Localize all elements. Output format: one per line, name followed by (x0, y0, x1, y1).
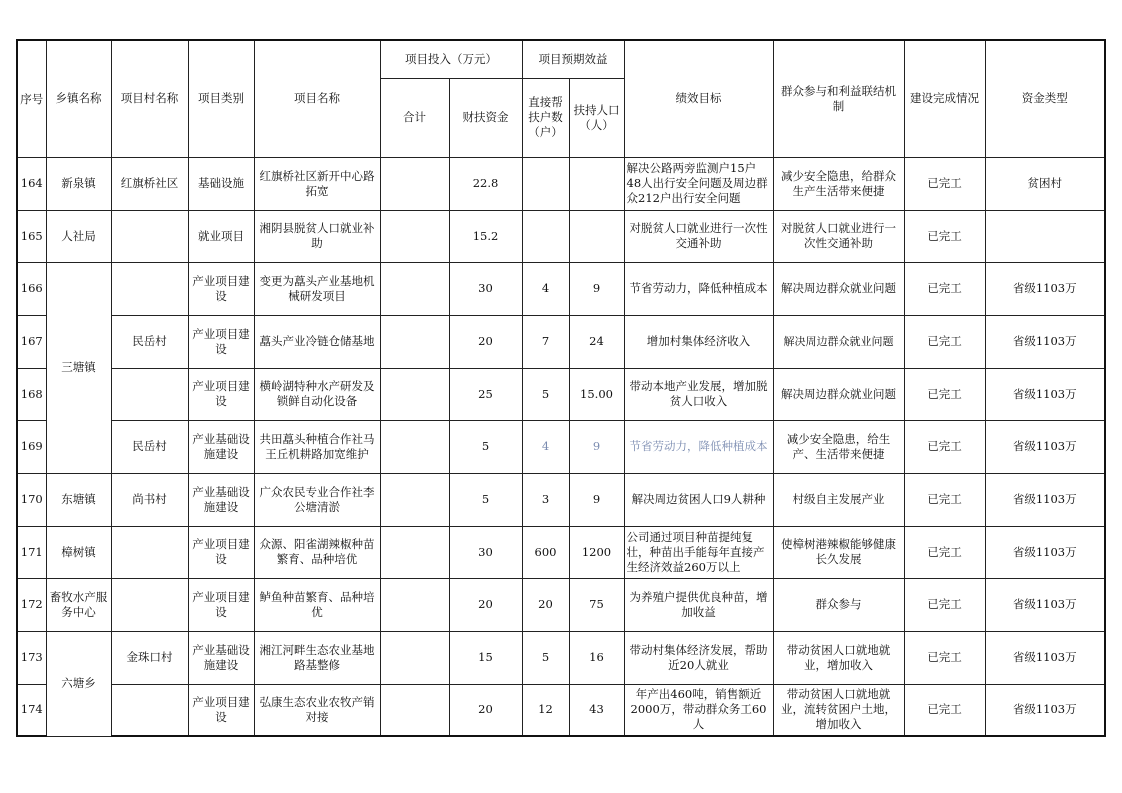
total-cell (380, 157, 449, 210)
total-cell (380, 368, 449, 420)
town-cell: 三塘镇 (46, 262, 111, 473)
project-name-cell: 弘康生态农业农牧产销对接 (254, 684, 380, 736)
fiscal-cell: 20 (449, 684, 522, 736)
fund-type-cell: 省级1103万 (985, 631, 1105, 684)
total-cell (380, 578, 449, 631)
people-cell: 9 (569, 420, 624, 473)
fiscal-cell: 5 (449, 473, 522, 526)
people-cell: 43 (569, 684, 624, 736)
status-cell: 已完工 (904, 631, 985, 684)
mechanism-cell: 带动贫困人口就地就业，流转贫困户土地，增加收入 (773, 684, 904, 736)
status-cell: 已完工 (904, 526, 985, 578)
fund-type-cell: 省级1103万 (985, 473, 1105, 526)
seq-cell: 173 (17, 631, 46, 684)
table-row (17, 631, 1105, 684)
project-name-cell: 横岭湖特种水产研发及锁鲜自动化设备 (254, 368, 380, 420)
households-cell: 3 (522, 473, 569, 526)
households-cell: 20 (522, 578, 569, 631)
seq-cell: 170 (17, 473, 46, 526)
mechanism-cell: 解决周边群众就业问题 (773, 315, 904, 368)
table-row (17, 210, 1105, 262)
town-cell: 人社局 (46, 210, 111, 262)
fiscal-cell: 30 (449, 526, 522, 578)
households-cell: 600 (522, 526, 569, 578)
people-cell: 9 (569, 473, 624, 526)
performance-cell: 为养殖户提供优良种苗，增加收益 (624, 578, 773, 631)
town-cell: 畜牧水产服务中心 (46, 578, 111, 631)
fund-type-cell: 省级1103万 (985, 262, 1105, 315)
mechanism-cell: 减少安全隐患，给群众生产生活带来便捷 (773, 157, 904, 210)
performance-cell: 公司通过项目种苗提纯复壮，种苗出手能每年直接产生经济效益260万以上 (624, 526, 773, 578)
table-row (17, 526, 1105, 578)
project-name-cell: 红旗桥社区新开中心路拓宽 (254, 157, 380, 210)
category-cell: 产业项目建设 (188, 526, 254, 578)
category-cell: 产业项目建设 (188, 315, 254, 368)
village-cell: 红旗桥社区 (111, 157, 188, 210)
header-invest-fiscal: 财扶资金 (449, 78, 522, 157)
seq-cell: 171 (17, 526, 46, 578)
performance-cell: 节省劳动力，降低种植成本 (624, 262, 773, 315)
status-cell: 已完工 (904, 157, 985, 210)
total-cell (380, 420, 449, 473)
people-cell: 9 (569, 262, 624, 315)
mechanism-cell: 解决周边群众就业问题 (773, 368, 904, 420)
fund-type-cell: 省级1103万 (985, 684, 1105, 736)
header-category: 项目类别 (188, 40, 254, 157)
village-cell (111, 262, 188, 315)
header-village: 项目村名称 (111, 40, 188, 157)
fund-type-cell: 省级1103万 (985, 420, 1105, 473)
people-cell: 16 (569, 631, 624, 684)
table-row (17, 315, 1105, 368)
fiscal-cell: 15 (449, 631, 522, 684)
performance-cell: 解决公路两旁监测户15户48人出行安全问题及周边群众212户出行安全问题 (624, 157, 773, 210)
mechanism-cell: 减少安全隐患，给生产、生活带来便捷 (773, 420, 904, 473)
mechanism-cell: 使樟树港辣椒能够健康长久发展 (773, 526, 904, 578)
header-status: 建设完成情况 (904, 40, 985, 157)
seq-cell: 168 (17, 368, 46, 420)
fund-type-cell: 省级1103万 (985, 368, 1105, 420)
status-cell: 已完工 (904, 368, 985, 420)
people-cell: 24 (569, 315, 624, 368)
table-row (17, 578, 1105, 631)
project-name-cell: 众源、阳雀湖辣椒种苗繁育、品种培优 (254, 526, 380, 578)
project-name-cell: 鲈鱼种苗繁育、品种培优 (254, 578, 380, 631)
project-table (16, 39, 1106, 737)
households-cell (522, 157, 569, 210)
village-cell (111, 684, 188, 736)
status-cell: 已完工 (904, 210, 985, 262)
total-cell (380, 684, 449, 736)
performance-cell: 对脱贫人口就业进行一次性交通补助 (624, 210, 773, 262)
status-cell: 已完工 (904, 315, 985, 368)
status-cell: 已完工 (904, 420, 985, 473)
fiscal-cell: 20 (449, 315, 522, 368)
households-cell: 5 (522, 631, 569, 684)
header-project-name: 项目名称 (254, 40, 380, 157)
seq-cell: 174 (17, 684, 46, 736)
households-cell: 4 (522, 262, 569, 315)
households-cell: 5 (522, 368, 569, 420)
seq-cell: 167 (17, 315, 46, 368)
status-cell: 已完工 (904, 262, 985, 315)
table-row (17, 473, 1105, 526)
fiscal-cell: 25 (449, 368, 522, 420)
header-fund-type: 资金类型 (985, 40, 1105, 157)
town-cell: 新泉镇 (46, 157, 111, 210)
village-cell (111, 368, 188, 420)
category-cell: 产业项目建设 (188, 578, 254, 631)
total-cell (380, 315, 449, 368)
mechanism-cell: 村级自主发展产业 (773, 473, 904, 526)
mechanism-cell: 对脱贫人口就业进行一次性交通补助 (773, 210, 904, 262)
header-benefit-people: 扶持人口（人） (569, 78, 624, 157)
status-cell: 已完工 (904, 684, 985, 736)
performance-cell: 节省劳动力，降低种植成本 (624, 420, 773, 473)
header-performance: 绩效目标 (624, 40, 773, 157)
category-cell: 产业基础设施建设 (188, 631, 254, 684)
town-cell: 东塘镇 (46, 473, 111, 526)
households-cell: 4 (522, 420, 569, 473)
category-cell: 产业基础设施建设 (188, 420, 254, 473)
total-cell (380, 631, 449, 684)
header-invest-total: 合计 (380, 78, 449, 157)
village-cell (111, 210, 188, 262)
fiscal-cell: 5 (449, 420, 522, 473)
header-benefit: 项目预期效益 (522, 40, 624, 78)
performance-cell: 带动本地产业发展，增加脱贫人口收入 (624, 368, 773, 420)
performance-cell: 解决周边贫困人口9人耕种 (624, 473, 773, 526)
mechanism-cell: 群众参与 (773, 578, 904, 631)
mechanism-cell: 带动贫困人口就地就业，增加收入 (773, 631, 904, 684)
total-cell (380, 210, 449, 262)
village-cell: 民岳村 (111, 315, 188, 368)
performance-cell: 年产出460吨，销售额近2000万，带动群众务工60人 (624, 684, 773, 736)
people-cell (569, 210, 624, 262)
fund-type-cell: 省级1103万 (985, 578, 1105, 631)
category-cell: 产业项目建设 (188, 262, 254, 315)
village-cell (111, 526, 188, 578)
category-cell: 产业基础设施建设 (188, 473, 254, 526)
fiscal-cell: 15.2 (449, 210, 522, 262)
header-mechanism: 群众参与和利益联结机制 (773, 40, 904, 157)
total-cell (380, 473, 449, 526)
people-cell: 15.00 (569, 368, 624, 420)
project-name-cell: 湘江河畔生态农业基地路基整修 (254, 631, 380, 684)
fiscal-cell: 22.8 (449, 157, 522, 210)
people-cell: 1200 (569, 526, 624, 578)
fund-type-cell: 省级1103万 (985, 526, 1105, 578)
people-cell (569, 157, 624, 210)
project-name-cell: 藠头产业冷链仓储基地 (254, 315, 380, 368)
town-cell: 六塘乡 (46, 631, 111, 736)
village-cell: 民岳村 (111, 420, 188, 473)
table-row (17, 368, 1105, 420)
table-row (17, 157, 1105, 210)
households-cell: 12 (522, 684, 569, 736)
fund-type-cell: 省级1103万 (985, 315, 1105, 368)
header-town: 乡镇名称 (46, 40, 111, 157)
seq-cell: 172 (17, 578, 46, 631)
status-cell: 已完工 (904, 578, 985, 631)
header-seq: 序号 (17, 40, 46, 157)
header-investment: 项目投入（万元） (380, 40, 522, 78)
status-cell: 已完工 (904, 473, 985, 526)
category-cell: 产业项目建设 (188, 684, 254, 736)
seq-cell: 169 (17, 420, 46, 473)
fund-type-cell: 贫困村 (985, 157, 1105, 210)
households-cell: 7 (522, 315, 569, 368)
total-cell (380, 262, 449, 315)
project-name-cell: 广众农民专业合作社李公塘清淤 (254, 473, 380, 526)
households-cell (522, 210, 569, 262)
town-cell: 樟树镇 (46, 526, 111, 578)
project-name-cell: 湘阴县脱贫人口就业补助 (254, 210, 380, 262)
table-row (17, 262, 1105, 315)
table-row (17, 684, 1105, 736)
project-name-cell: 共田藠头种植合作社马王丘机耕路加宽维护 (254, 420, 380, 473)
performance-cell: 带动村集体经济发展，帮助近20人就业 (624, 631, 773, 684)
seq-cell: 164 (17, 157, 46, 210)
table-row (17, 420, 1105, 473)
performance-cell: 增加村集体经济收入 (624, 315, 773, 368)
project-name-cell: 变更为藠头产业基地机械研发项目 (254, 262, 380, 315)
people-cell: 75 (569, 578, 624, 631)
village-cell: 金珠口村 (111, 631, 188, 684)
fiscal-cell: 30 (449, 262, 522, 315)
header-benefit-households: 直接帮扶户数（户） (522, 78, 569, 157)
village-cell: 尚书村 (111, 473, 188, 526)
total-cell (380, 526, 449, 578)
category-cell: 就业项目 (188, 210, 254, 262)
fiscal-cell: 20 (449, 578, 522, 631)
category-cell: 产业项目建设 (188, 368, 254, 420)
fund-type-cell (985, 210, 1105, 262)
village-cell (111, 578, 188, 631)
seq-cell: 166 (17, 262, 46, 315)
seq-cell: 165 (17, 210, 46, 262)
mechanism-cell: 解决周边群众就业问题 (773, 262, 904, 315)
category-cell: 基础设施 (188, 157, 254, 210)
